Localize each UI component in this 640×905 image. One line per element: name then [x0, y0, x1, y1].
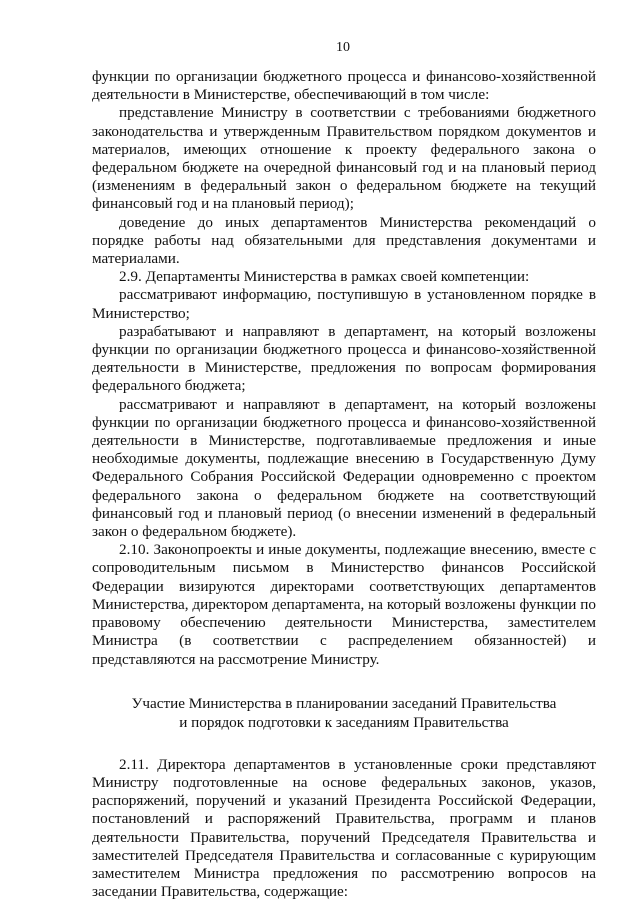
paragraph: функции по организации бюджетного процесса и финансово-хозяйственной деятельности в Министерстве, обеспечивающий в том числе: [92, 68, 596, 104]
section-heading-line: Участие Министерства в планировании заседаний Правительства [131, 694, 557, 712]
body-text-top [92, 68, 596, 669]
paragraph: 2.11. Директора департаментов в установленные сроки представляют Министру подготовленные на основе федеральных законов, указов, распоряжений, поручений и указаний Президента Российской Федерации, постановлений и распоряжений Правительства, программ и планов деятельности Правительства, поручений Председателя Правительства и заместителей Председателя Правительства и согласованные с курирующим заместителем Министра предложения по рассмотрению вопросов на заседании Правительства, содержащие: [92, 755, 596, 901]
paragraph: рассматривают информацию, поступившую в установленном порядке в Министерство; [92, 286, 596, 322]
paragraph: 2.9. Департаменты Министерства в рамках своей компетенции: [119, 268, 530, 286]
page-number: 10 [336, 40, 350, 55]
paragraph: представление Министру в соответствии с требованиями бюджетного законодательства и утвержденным Правительством порядком документов и материалов, имеющих отношение к проекту федерального закона о федеральном бюджете на очередной финансовый год и на плановый период (изменениям в федеральный закон о федеральном бюджете на текущий финансовый год и на плановый период); [92, 104, 596, 213]
body-text-bottom [92, 756, 596, 902]
paragraph: рассматривают и направляют в департамент, на который возложены функции по организации бюджетного процесса и финансово-хозяйственной деятельности в Министерстве, подготавливаемые предложения и иные необходимые документы, подлежащие внесению в Государственную Думу Федерального Собрания Российской Федерации одновременно с проектом федерального закона о федеральном бюджете на соответствующий финансовый год и плановый период (о внесении изменений в федеральный закон о федеральном бюджете). [92, 395, 596, 541]
section-heading-line: и порядок подготовки к заседаниям Правительства [179, 713, 509, 731]
paragraph: разрабатывают и направляют в департамент, на который возложены функции по организации бюджетного процесса и финансово-хозяйственной деятельности в Министерстве, предложения по вопросам формирования федерального бюджета; [92, 322, 596, 395]
section-heading [92, 694, 596, 732]
paragraph: доведение до иных департаментов Министерства рекомендаций о порядке работы над обязательными для представления документами и материалами. [92, 213, 596, 268]
paragraph: 2.10. Законопроекты и иные документы, подлежащие внесению, вместе с сопроводительным письмом в Министерство финансов Российской Федерации визируются директорами соответствующих департаментов Министерства, директором департамента, на который возложены функции по правовому обеспечению деятельности Министерства, заместителем Министра (в соответствии с распределением обязанностей) и представляются на рассмотрение Министру. [92, 541, 596, 668]
